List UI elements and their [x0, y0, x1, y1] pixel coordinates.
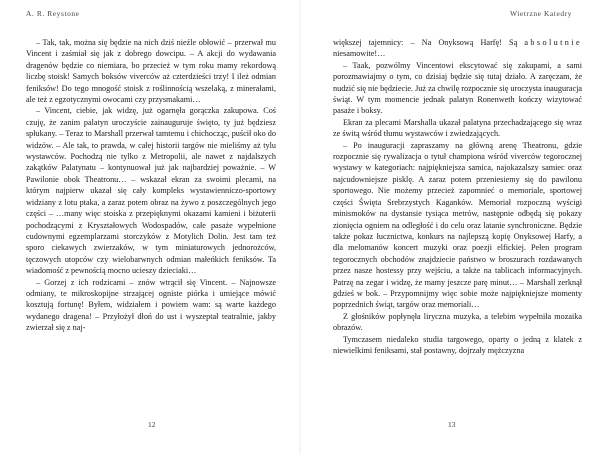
- emphasized-word: absolutnie: [524, 38, 582, 47]
- running-header-author: A. R. Reystone: [26, 9, 80, 18]
- right-page: [300, 0, 600, 454]
- paragraph: Ekran za plecami Marshalla ukazał palatyna przechadzającego się wraz ze świtą wśród tłumu wystawców i zwiedzających.: [333, 117, 582, 139]
- running-header-title: Wietrzne Katedry: [509, 9, 572, 18]
- right-page-body: [333, 37, 582, 356]
- paragraph: – Vincent, ciebie, jak widzę, już ogarnęła gorączka zakupowa. Coś czuję, że zanim palatyn uroczyście zainauguruje święto, ty już będziesz spłukany. – Teraz to Marshall przerwał tamtemu i chichocząc, puścił oko do widzów. – Ale tak, to prawda, w całej historii targów nie mieliśmy aż tylu wystawców. Pochodzą nie tylko z Metropolii, ale nawet z najdalszych zakątków Palatynatu – kontynuował już jak najbardziej poważnie. – W Pawilonie obok Theatronu… – wskazał ekran za swoimi plecami, na którym najpierw ukazał się cały kompleks wystawienniczo-sportowy widziany z lotu ptaka, a zaraz potem obraz na żywo z poszczególnych jego części – …many więc stoiska z przepięknymi okazami kamieni i biżuterii pochodzącymi z Kryształowych Wodospadów, całe pasaże wypełnione cudownymi egzemplarzami storczyków z Motylich Dolin. Jest tam też sporo ciekawych zwierzaków, w tym miniaturowych jednorożców, tęczowych utopców czy wielobarwnych odmian małeńkich feniksów. Ta wiadomość z pewnością mocno ucieszy dzieciaki…: [26, 106, 276, 276]
- paragraph: – Tak, tak, można się będzie na nich dziś nieźle obłowić – przerwał mu Vincent i zaśmiał się jak z dobrego dowcipu. – A akcji do wydawania dragenów będzie co niemiara, bo przecież w tym roku mamy rekordową liczbę stoisk! Samych boksów viverców aż czterdzieści trzy! I ileż odmian feniksów! Do tego mnogość stoisk z roślinnością wszelaką, z minerałami, ale też z egzotycznymi owocami czy przysmakami…: [26, 38, 276, 105]
- paragraph: – Gorzej z ich rodzicami – znów wtrącił się Vincent. – Najnowsze odmiany, te mikroskopijne strzającej ogniste piórka i umiejące mówić kosztują fortunę! Byłem, widziałem i powiem wam: są warte każdego wydanego dragena! – Przyłożył dłoń do ust i wyszeptał teatralnie, jakby zwierzał się z naj-: [26, 277, 276, 333]
- paragraph-continued: [333, 37, 582, 60]
- paragraph-text: niesamowite!…: [333, 49, 386, 59]
- paragraph: Tymczasem niedaleko studia targowego, oparty o jedną z klatek z niewielkimi feniksami, stał postawny, dojrzały mężczyzna: [333, 334, 582, 355]
- page-number: 12: [148, 420, 156, 429]
- left-page-body: [26, 37, 276, 334]
- paragraph: – Taak, pozwólmy Vincentowi ekscytować się zakupami, a sami porozmawiajmy o tym, co dzisiaj będzie się tutaj działo. A zaręczam, że nudzić się nie będziecie. Już za chwilę rozpocznie się uroczysta inauguracja świąt. W tym momencie jednak palatyn Ronenweth kończy wizytować pasaże i boksy.: [333, 60, 582, 116]
- paragraph: Z głośników popłynęła liryczna muzyka, a telebim wypełniła mozaika obrazów.: [333, 311, 582, 333]
- paragraph: – Po inauguracji zapraszamy na główną arenę Theatronu, gdzie rozpocznie się rywalizacja o tytuł championa wśród viverców tegorocznej wystawy w kategoriach: najpiękniejsza samica, najokazalszy samiec oraz najcudowniejsze pisklę. A zaraz potem przeniesiemy się do pawilonu sportowego. Nie możemy przecież zapomnieć o memoriale, sportowej części Święta Srebrzystych Kaganków. Memoriał rozpoczną wyścigi minismoków na dystansie tysiąca metrów, następnie odbędą się pokazy zionięcia ogniem na odległość i do celu oraz latanie synchroniczne. Będzie także pokaz łucznictwa, konkurs na najlepszą kopię Onyksowej Harfy, a dla melomanów koncert muzyki oraz poezji elfickiej. Pełen program tegorocznych obchodów znajdziecie państwo w broszurach rozdawanych przez nasze hostessy przy wejściu, a także na tablicach informacyjnych. Patrzę na zegar i widzę, że mamy jeszcze parę minut… – Marshall zerknął gdzieś w bok. – Przypomnijmy więc sobie może najpiękniejsze momenty poprzednich świąt, targów oraz memoriali…: [333, 140, 582, 310]
- paragraph-text: większej tajemnicy: – Na Onyksową Harfę! Są: [333, 38, 525, 47]
- page-number: 13: [448, 420, 456, 429]
